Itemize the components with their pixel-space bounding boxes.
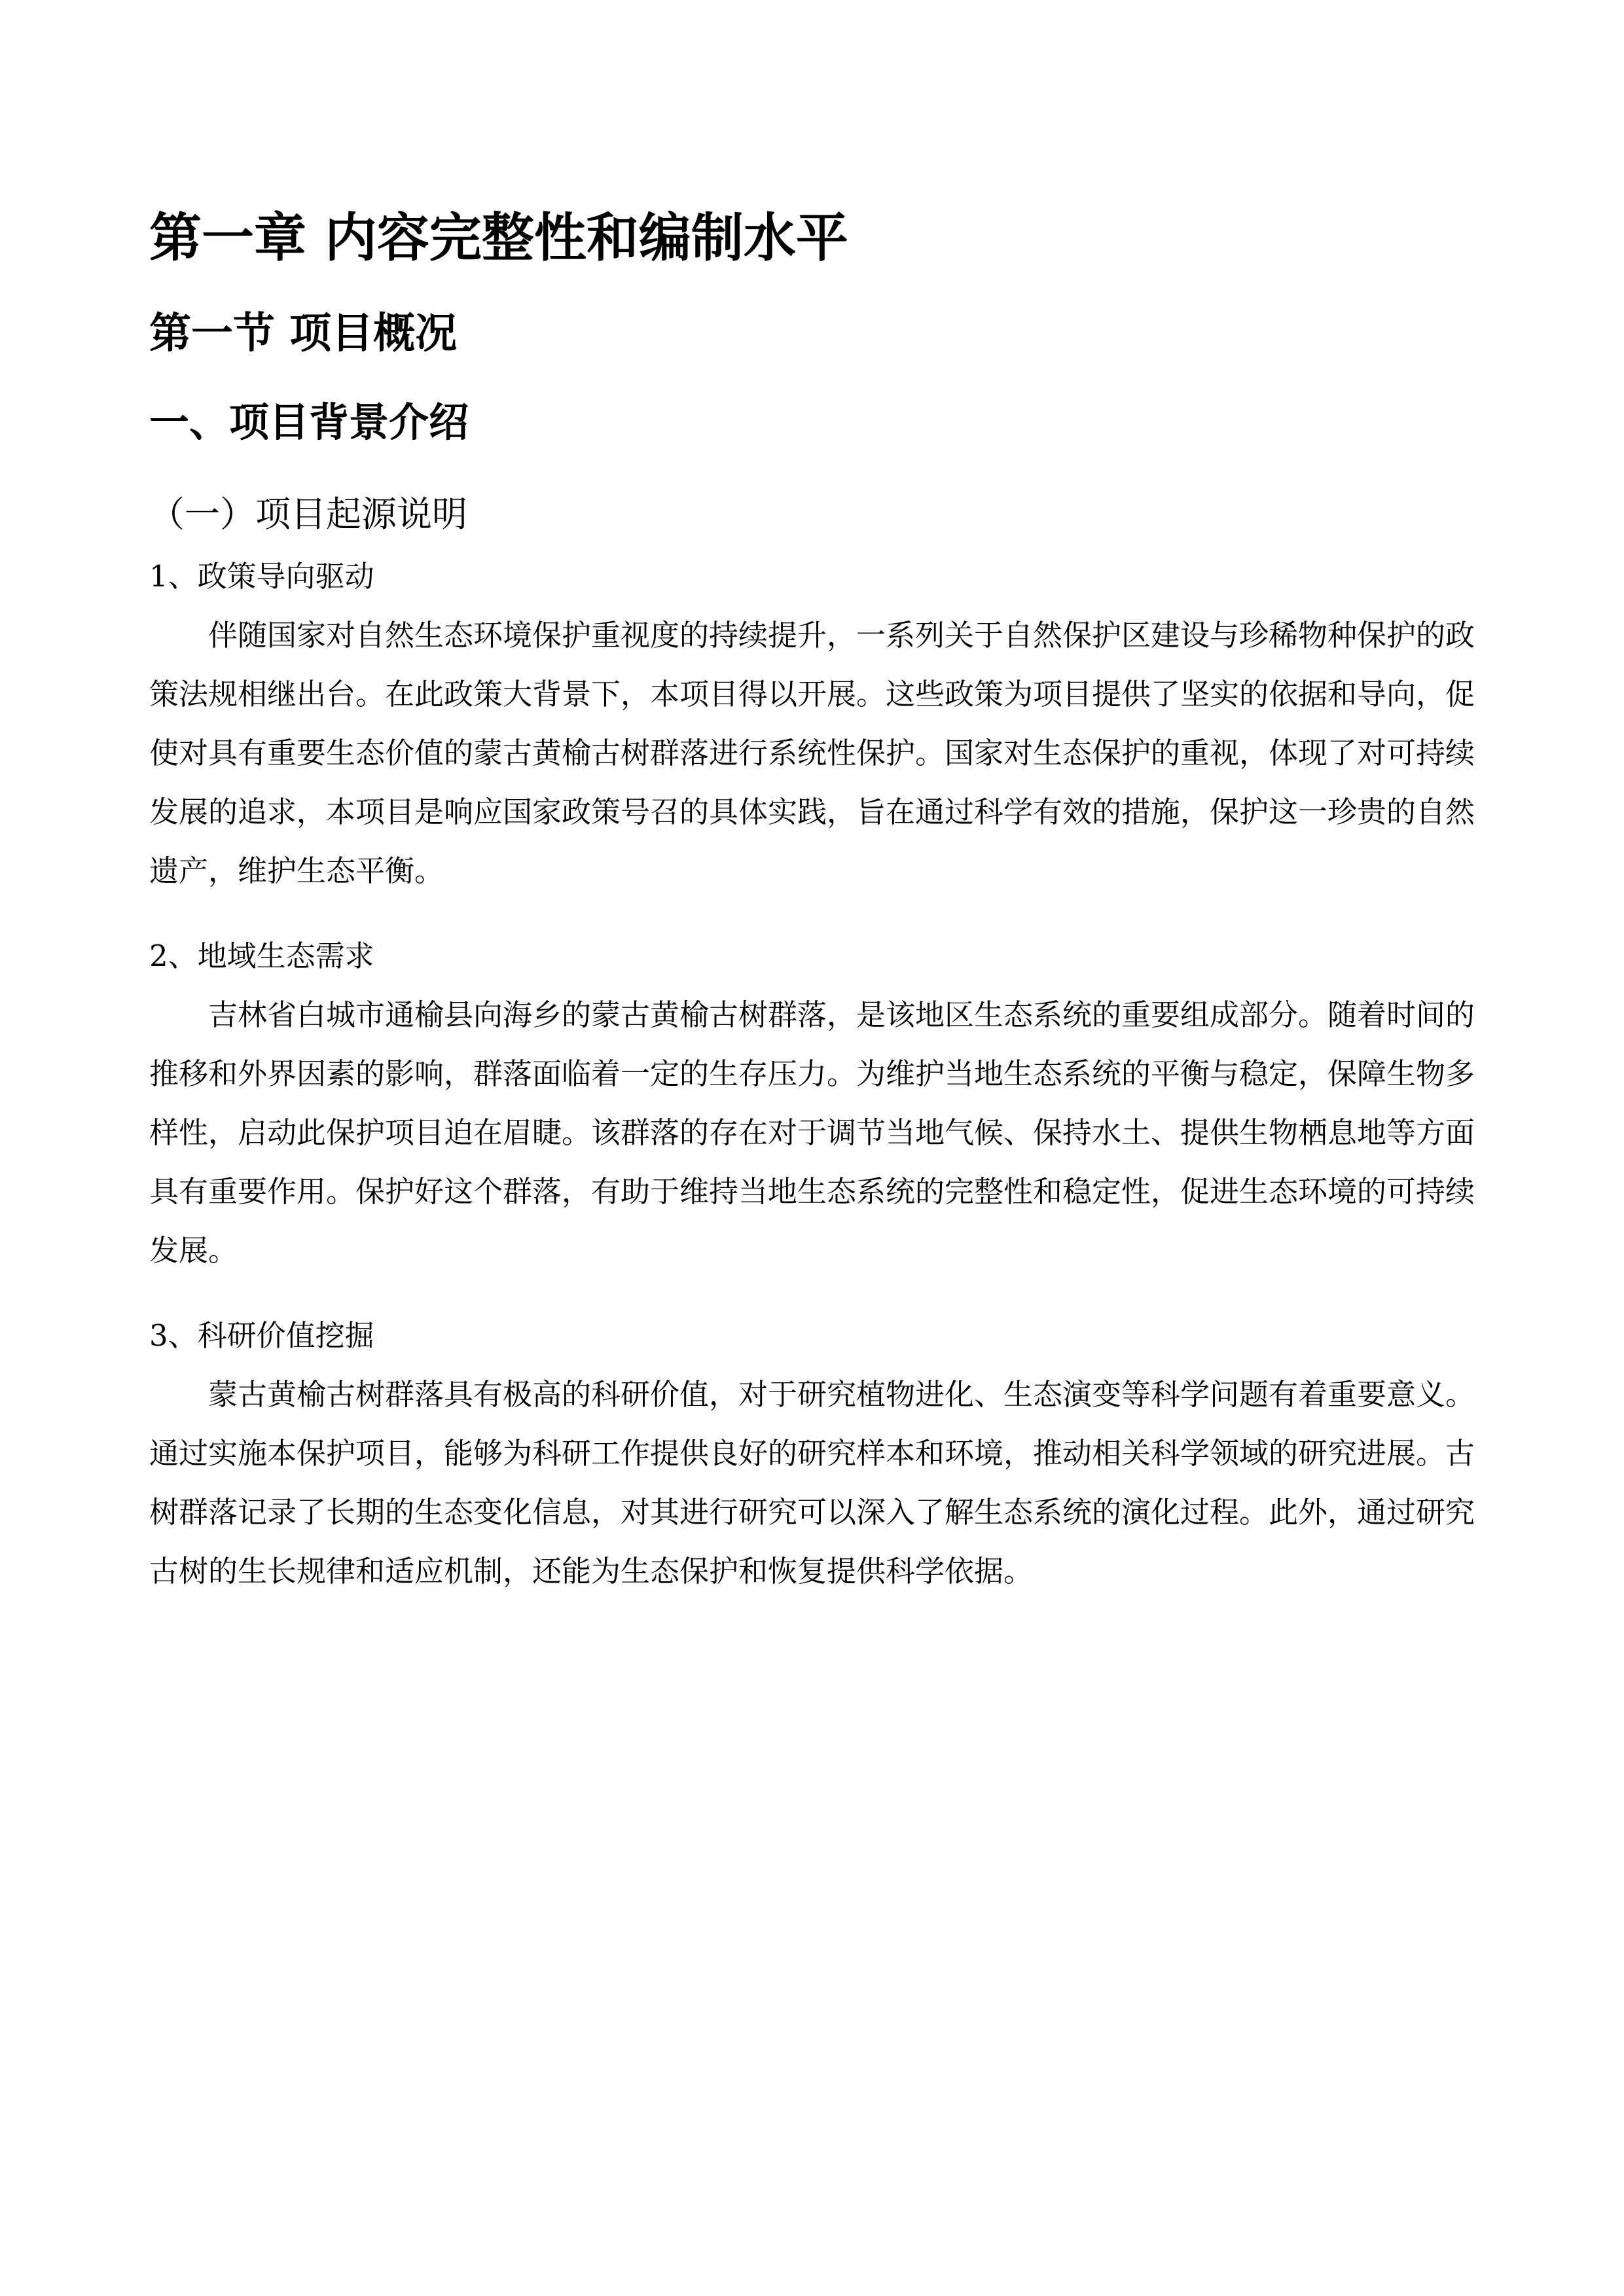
page-content — [149, 204, 1475, 1601]
item-heading-policy: 1、政策导向驱动 — [149, 559, 374, 594]
paragraph-ecology: 吉林省白城市通榆县向海乡的蒙古黄榆古树群落，是该地区生态系统的重要组成部分。随着时间的推移和外界因素的影响，群落面临着一定的生存压力。为维护当地生态系统的平衡与稳定，保障生物多样性，启动此保护项目迫在眉睫。该群落的存在对于调节当地气候、保持水土、提供生物栖息地等方面具有重要作用。保护好这个群落，有助于维持当地生态系统的完整性和稳定性，促进生态环境的可持续发展。 — [149, 997, 1475, 1268]
paragraph-policy: 伴随国家对自然生态环境保护重视度的持续提升，一系列关于自然保护区建设与珍稀物种保护的政策法规相继出台。在此政策大背景下，本项目得以开展。这些政策为项目提供了坚实的依据和导向，促使对具有重要生态价值的蒙古黄榆古树群落进行系统性保护。国家对生态保护的重视，体现了对可持续发展的追求，本项目是响应国家政策号召的具体实践，旨在通过科学有效的措施，保护这一珍贵的自然遗产，维护生态平衡。 — [149, 618, 1475, 888]
chapter-title: 第一章 内容完整性和编制水平 — [149, 207, 848, 268]
part-heading: （一）项目起源说明 — [149, 493, 467, 535]
section-title: 第一节 项目概况 — [149, 310, 458, 358]
item-heading-research: 3、科研价值挖掘 — [149, 1318, 374, 1353]
paragraph-research: 蒙古黄榆古树群落具有极高的科研价值，对于研究植物进化、生态演变等科学问题有着重要意义。通过实施本保护项目，能够为科研工作提供良好的研究样本和环境，推动相关科学领域的研究进展。古树群落记录了长期的生态变化信息，对其进行研究可以深入了解生态系统的演化过程。此外，通过研究古树的生长规律和适应机制，还能为生态保护和恢复提供科学依据。 — [149, 1377, 1475, 1588]
item-heading-ecology: 2、地域生态需求 — [149, 939, 374, 973]
subsection-title: 一、项目背景介绍 — [149, 399, 469, 446]
